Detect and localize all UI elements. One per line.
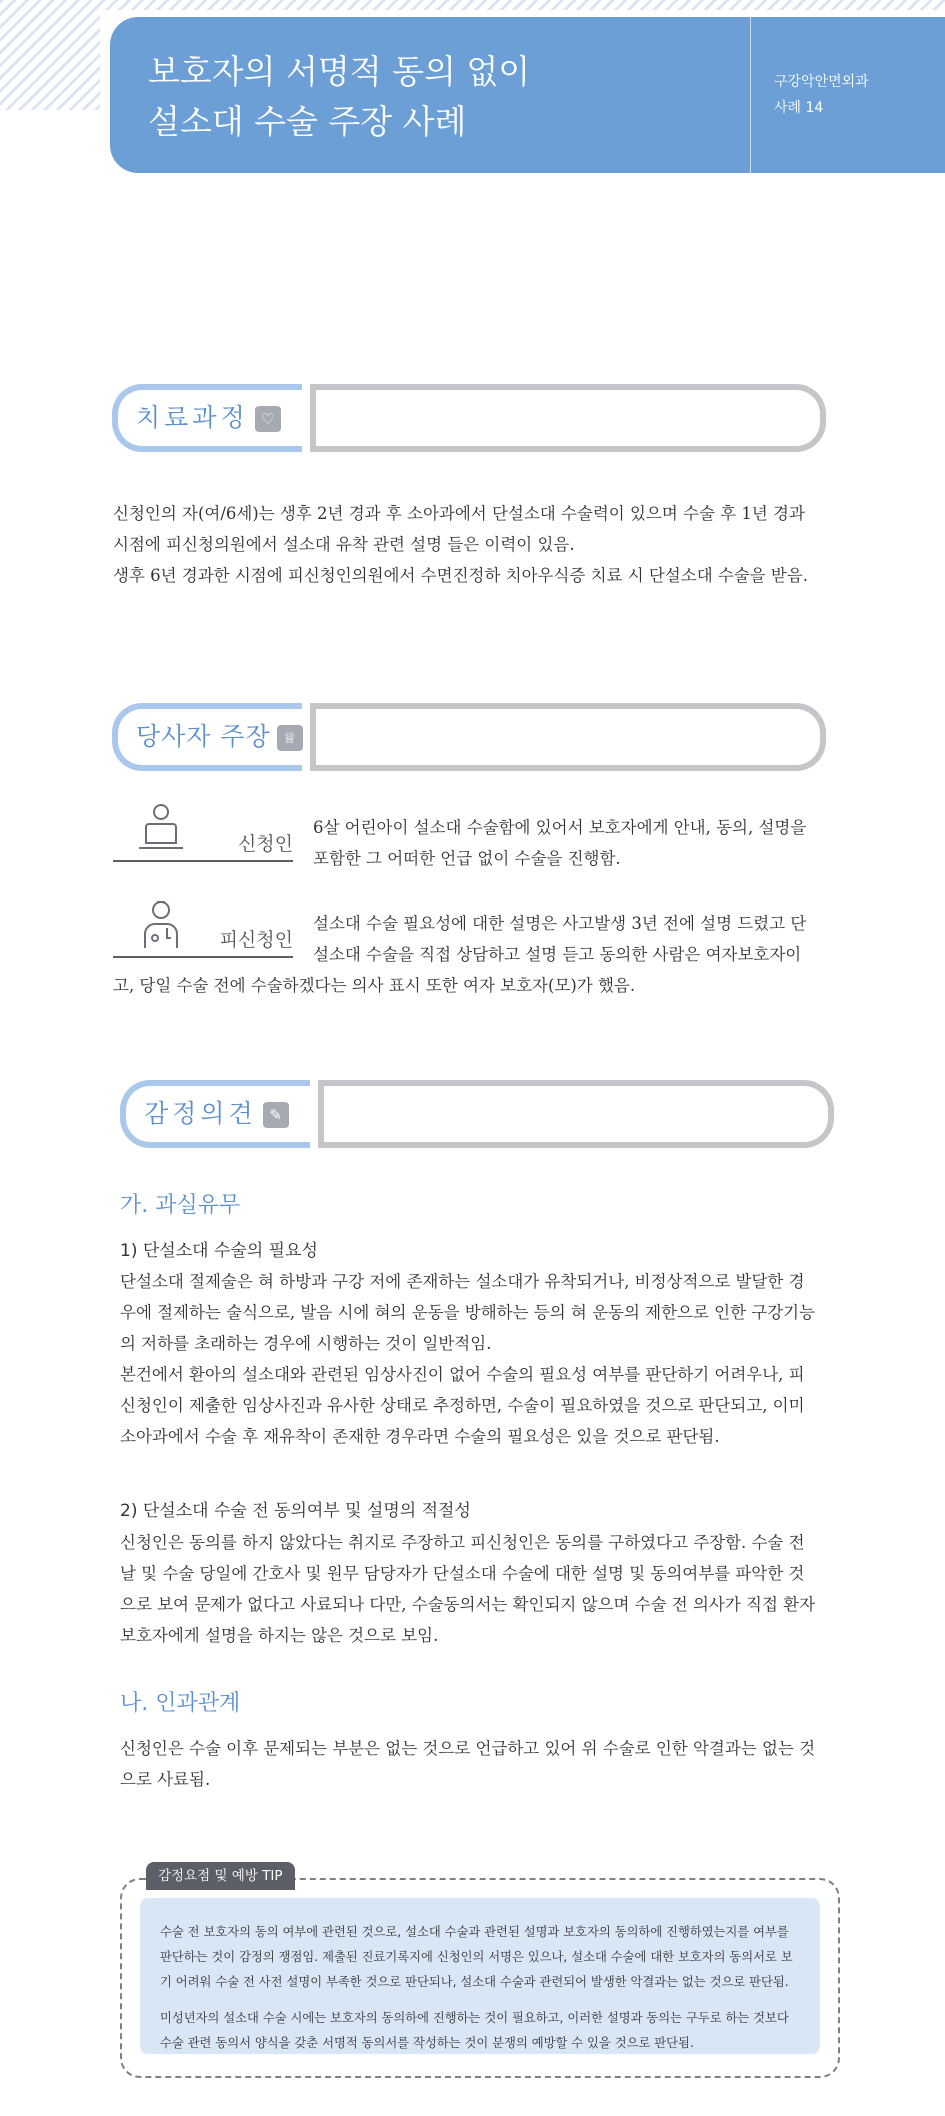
section-title-claims: 당사자 주장 ♕ — [136, 717, 303, 753]
tip-text: 수술 전 보호자의 동의 여부에 관련된 것으로, 설소대 수술과 관련된 설명과 보호자의 동의하에 진행하였는지를 여부를 판단하는 것이 감정의 쟁점임. 제출된 진료기록지에 신청인의 서명은 있으나, 설소대 수술에 대한 보호자의 동의서로 보 기 어려워 수술 전 사전 설명이 부족한 것으로 판단되나, 설소대 수술과 관련되어 발생한 악결과는 없는 것으로 판단됨. 미성년자의 설소대 수술 시에는 보호자의 동의하에 진행하는 것이 필요하고, 이러한 설명과 동의는 구두로 하는 것보다 수술 관련 동의서 양식을 갖춘 서명적 동의서를 작성하는 것이 분쟁의 예방할 수 있을 것으로 판단됨. — [160, 1925, 793, 2050]
respondent-claim-top: 설소대 수술 필요성에 대한 설명은 사고발생 3년 전에 설명 드렸고 단 설소대 수술을 직접 상담하고 설명 듣고 동의한 사람은 여자보호자이 — [313, 914, 807, 964]
respondent-label: 피신청인 — [219, 929, 293, 951]
b-body: 신청인은 수술 이후 문제되는 부분은 없는 것으로 언급하고 있어 위 수술로 인한 악결과는 없는 것 으로 사료됨. — [120, 1739, 816, 1789]
applicant-label: 신청인 — [237, 833, 293, 855]
tooth-icon: ♕ — [277, 725, 303, 751]
respondent-label-block — [113, 898, 293, 958]
section-b-heading: 나. 인과관계 — [120, 1691, 241, 1716]
section-title-opinion: 감정의견 ✎ — [144, 1094, 289, 1130]
doctor-icon — [133, 898, 189, 954]
page-header — [110, 17, 945, 173]
a2-body: 신청인은 동의를 하지 않았다는 취지로 주장하고 피신청인은 동의를 구하였다고 주장함. 수술 전 날 및 수술 당일에 간호사 및 원무 담당자가 단설소대 수술에 대한 설명 및 동의여부를 파악한 것 으로 보여 문제가 없다고 사료되나 다만, 수술동의서는 확인되지 않으며 수술 전 의사가 직접 환자 보호자에게 설명을 하지는 않은 것으로 보임. — [120, 1533, 816, 1645]
a2-heading: 2) 단설소대 수술 전 동의여부 및 설명의 적절성 — [120, 1501, 471, 1521]
stethoscope-icon: ♡ — [255, 406, 281, 432]
section-header-claims — [112, 703, 826, 771]
respondent-claim-bottom: 고, 당일 수술 전에 수술하겠다는 의사 표시 또한 여자 보호자(모)가 했음. — [113, 976, 636, 995]
document-icon: ✎ — [263, 1102, 289, 1128]
tip-box — [120, 1878, 840, 2078]
applicant-claim: 6살 어린아이 설소대 수술함에 있어서 보호자에게 안내, 동의, 설명을 포함한 그 어떠한 언급 없이 수술을 진행함. — [313, 818, 807, 868]
page-title — [148, 47, 530, 147]
case-label — [774, 69, 869, 121]
page-title-line-2: 설소대 수술 주장 사례 — [148, 102, 467, 141]
department-label: 구강악안면외과 — [774, 74, 869, 90]
section-title-treatment: 치료과정 ♡ — [136, 398, 281, 434]
tip-tab: 감정요점 및 예방 TIP — [146, 1862, 295, 1890]
case-number: 사례 14 — [774, 100, 824, 116]
a1-heading: 1) 단설소대 수술의 필요성 — [120, 1241, 318, 1261]
applicant-label-block — [113, 802, 293, 862]
section-a-heading: 가. 과실유무 — [120, 1193, 241, 1218]
section-header-opinion — [120, 1080, 834, 1148]
section-header-treatment — [112, 384, 826, 452]
person-icon — [133, 802, 189, 856]
header-divider — [750, 17, 751, 173]
page-title-line-1: 보호자의 서명적 동의 없이 — [148, 52, 531, 91]
a1-body: 단설소대 절제술은 혀 하방과 구강 저에 존재하는 설소대가 유착되거나, 비정상적으로 발달한 경 우에 절제하는 술식으로, 발음 시에 혀의 운동을 방해하는 등의 혀 운동의 제한으로 인한 구강기능 의 저하를 초래하는 경우에 시행하는 것이 일반적임. 본건에서 환아의 설소대와 관련된 임상사진이 없어 수술의 필요성 여부를 판단하기 어려우나, 피 신청인이 제출한 임상사진과 유사한 상태로 추정하면, 수술이 필요하였을 것으로 판단되고, 이미 소아과에서 수술 후 재유착이 존재한 경우라면 수술의 필요성은 있을 것으로 판단됨. — [120, 1272, 816, 1446]
treatment-body: 신청인의 자(여/6세)는 생후 2년 경과 후 소아과에서 단설소대 수술력이 있으며 수술 후 1년 경과 시점에 피신청의원에서 설소대 유착 관련 설명 들은 이력이 있음. 생후 6년 경과한 시점에 피신청인의원에서 수면진정하 치아우식증 치료 시 단설소대 수술을 받음. — [113, 504, 809, 585]
